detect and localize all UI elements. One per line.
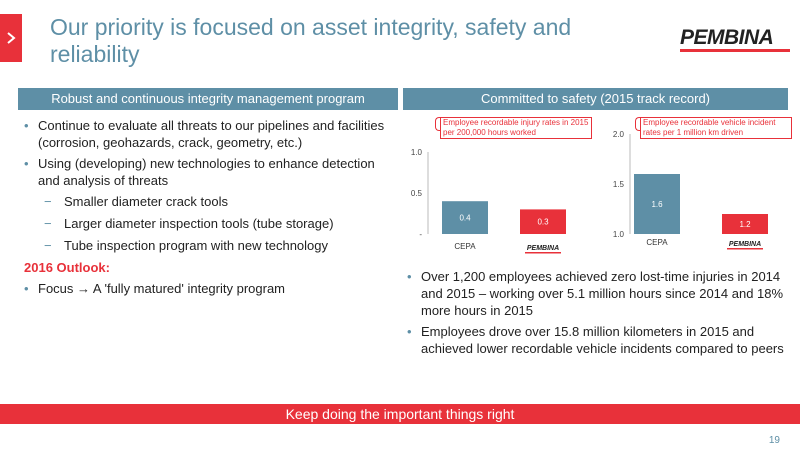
bar-value-label: 1.6 [651,200,663,209]
bar-value-label: 1.2 [739,220,751,229]
mini-logo-underline [525,252,561,254]
outlook-heading: 2016 Outlook: [24,260,110,275]
sub-bullet-text: Smaller diameter crack tools [64,194,228,209]
sub-bullet-text: Larger diameter inspection tools (tube storage) [64,216,334,231]
bullet-dot-icon: • [24,156,29,171]
bullet-dot-icon: • [407,269,412,284]
category-label-pembina-logo [525,245,561,254]
category-label-cepa: CEPA [454,242,476,251]
vehicle-chart-title-text: Employee recordable vehicle incident rates per 1 million km driven [643,118,776,137]
y-tick-label: 2.0 [612,130,624,139]
dash-icon: − [44,194,52,209]
pembina-logo [680,26,792,50]
bullet-text: Employees drove over 15.8 million kilometers in 2015 and achieved lower recordable vehicle incidents compared to peers [421,324,784,356]
bullet-dot-icon: • [24,281,29,296]
bullet-dot-icon: • [24,118,29,133]
slide-title: Our priority is focused on asset integrity, safety and reliability [50,14,572,67]
category-label-pembina: PEMBINA [728,241,762,248]
right-section-header: Committed to safety (2015 track record) [403,88,788,110]
bar-value-label: 0.3 [537,217,549,227]
logo-underline [680,49,790,52]
bullet-item [405,268,790,319]
page-number: 19 [768,435,780,446]
category-label-cepa: CEPA [646,238,668,247]
right-bullet-list [405,268,790,361]
sub-bullet-item [22,193,392,210]
left-section-header: Robust and continuous integrity management program [18,88,398,110]
sub-bullet-text: Tube inspection program with new technology [64,238,328,253]
bullet-item [22,117,392,151]
bullet-item [405,323,790,357]
y-tick-label: 1.5 [612,180,624,189]
y-tick-label: 1.0 [410,148,422,157]
vehicle-chart-title [640,117,792,139]
sub-bullet-item [22,215,392,232]
bullet-item [22,280,392,297]
left-bullet-list [22,117,392,301]
footer-banner: Keep doing the important things right [0,404,800,424]
bullet-text: Over 1,200 employees achieved zero lost-time injuries in 2014 and 2015 – working over 5.1 million hours since 2014 and 18% more hours in 2015 [421,269,784,318]
category-label-pembina: PEMBINA [526,245,560,252]
injury-chart-title-text: Employee recordable injury rates in 2015 per 200,000 hours worked [443,118,589,137]
bracket-icon [435,117,441,131]
corner-flag [0,14,22,62]
dash-icon: − [44,238,52,253]
dash-icon: − [44,216,52,231]
bullet-item [22,155,392,189]
bullet-text: Using (developing) new technologies to enhance detection and analysis of threats [38,156,375,188]
y-tick-label: 0.5 [410,189,422,198]
bullet-dot-icon: • [407,324,412,339]
vehicle-incident-chart [600,118,800,258]
y-tick-label: - [419,230,422,239]
bracket-icon [635,117,641,131]
injury-rate-chart [398,118,608,258]
injury-chart-title [440,117,592,139]
sub-bullet-item [22,237,392,254]
bullet-text: Continue to evaluate all threats to our pipelines and facilities (corrosion, geohazards, crack, geometry, etc.) [38,118,385,150]
bullet-text: Focus → A 'fully matured' integrity program [38,281,286,296]
mini-logo-underline [727,248,763,250]
y-tick-label: 1.0 [612,230,624,239]
logo-text: PEMBINA [680,26,774,49]
bar-value-label: 0.4 [459,213,471,223]
category-label-pembina-logo [727,241,763,250]
chevron-right-icon [6,32,16,44]
